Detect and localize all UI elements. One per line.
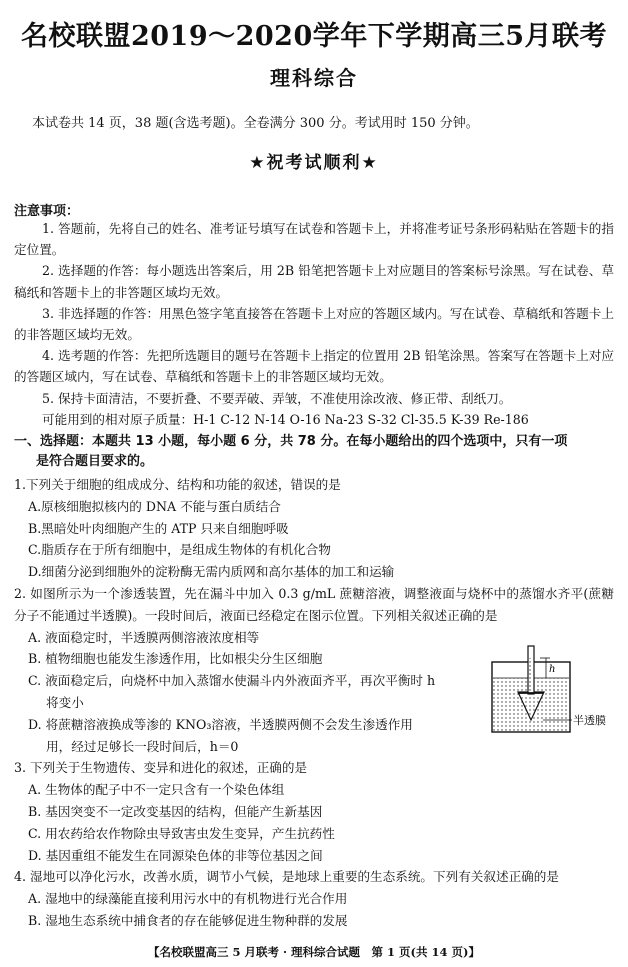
question-4-stem: 4. 湿地可以净化污水，改善水质，调节小气候，是地球上重要的生态系统。下列有关叙述正确的是 (14, 869, 559, 885)
exam-intro: 本试卷共 14 页，38 题(含选考题)。全卷满分 300 分。考试用时 150 分钟。 (32, 116, 479, 131)
notes-list (14, 218, 614, 430)
question-2-option-b: B. 植物细胞也能发生渗透作用，比如根尖分生区细胞 (28, 651, 323, 667)
question-2-stem: 2. 如图所示为一个渗透装置，先在漏斗中加入 0.3 g/mL 蔗糖溶液，调整液面与烧杯中的蒸馏水齐平(蔗糖分子不能通过半透膜)。一段时间后，液面已经稳定在图示位置。下列相关叙述正确的是 (14, 585, 614, 623)
height-label: h (549, 664, 556, 675)
membrane-label: 半透膜 (573, 714, 606, 727)
blessing-banner: ★祝考试顺利★ (249, 153, 379, 173)
section-heading-line2: 是符合题目要求的。 (36, 454, 154, 469)
osmosis-apparatus-figure (488, 644, 613, 736)
section-heading (14, 432, 614, 472)
question-3-option-b: B. 基因突变不一定改变基因的结构，但能产生新基因 (28, 803, 323, 819)
question-4-option-b: B. 湿地生态系统中捕食者的存在能够促进生物种群的发展 (28, 912, 348, 928)
note-item: 3. 非选择题的作答：用黑色签字笔直接答在答题卡上对应的答题区域内。写在试卷、草稿纸和答题卡上的非答题区域均无效。 (14, 305, 614, 343)
atomic-masses: 可能用到的相对原子质量：H-1 C-12 N-14 O-16 Na-23 S-32 Cl-35.5 K-39 Re-186 (42, 411, 529, 427)
question-3-option-c: C. 用农药给农作物除虫导致害虫发生变异，产生抗药性 (28, 825, 335, 841)
note-item: 2. 选择题的作答：每小题选出答案后，用 2B 铅笔把答题卡上对应题目的答案标号涂黑。写在试卷、草稿纸和答题卡上的非答题区域均无效。 (14, 263, 614, 300)
question-1-option-a: A.原核细胞拟核内的 DNA 不能与蛋白质结合 (28, 498, 281, 514)
section-heading-line1: 一、选择题：本题共 13 小题，每小题 6 分，共 78 分。在每小题给出的四个选项中，只有一项 (14, 434, 568, 449)
page-footer: 【名校联盟高三 5 月联考 · 理科综合试题 第 1 页(共 14 页)】 (148, 945, 480, 959)
question-1-stem: 1.下列关于细胞的组成成分、结构和功能的叙述，错误的是 (14, 477, 341, 492)
notes-title: 注意事项： (14, 204, 80, 219)
page-title: 名校联盟2019～2020学年下学期高三5月联考 (20, 21, 608, 52)
question-4-option-a: A. 湿地中的绿藻能直接利用污水中的有机物进行光合作用 (28, 891, 348, 907)
note-item: 1. 答题前，先将自己的姓名、准考证号填写在试卷和答题卡上，并将准考证号条形码粘贴在答题卡的指定位置。 (14, 221, 614, 258)
question-1-option-b: B.黑暗处叶肉细胞产生的 ATP 只来自细胞呼吸 (28, 520, 289, 536)
question-3-option-d: D. 基因重组不能发生在同源染色体的非等位基因之间 (28, 847, 323, 863)
note-item: 5. 保持卡面清洁，不要折叠、不要弄破、弄皱，不准使用涂改液、修正带、刮纸刀。 (42, 390, 512, 406)
question-1-option-c: C.脂质存在于所有细胞中，是组成生物体的有机化合物 (28, 542, 331, 558)
question-2-option-c: C. 液面稳定后，向烧杯中加入蒸馏水使漏斗内外液面齐平，再次平衡时 h (28, 673, 436, 689)
question-2-option-a: A. 液面稳定时，半透膜两侧溶液浓度相等 (28, 629, 260, 645)
question-1-option-d: D.细菌分泌到细胞外的淀粉酶无需内质网和高尔基体的加工和运输 (28, 564, 395, 580)
question-3-option-a: A. 生物体的配子中不一定只含有一个染色体组 (28, 782, 285, 798)
question-2-option-d-cont: 用，经过足够长一段时间后，h＝0 (46, 738, 239, 754)
question-3-stem: 3. 下列关于生物遗传、变异和进化的叙述，正确的是 (14, 760, 308, 776)
question-2-option-c-cont: 将变小 (46, 694, 84, 710)
page-subtitle: 理科综合 (270, 66, 358, 90)
note-item: 4. 选考题的作答：先把所选题目的题号在答题卡上指定的位置用 2B 铅笔涂黑。答案写在答题卡上对应的答题区域内，写在试卷、草稿纸和答题卡上的非答题区域均无效。 (14, 348, 614, 385)
question-2-option-d: D. 将蔗糖溶液换成等渗的 KNO₃溶液，半透膜两侧不会发生渗透作用 (28, 716, 413, 732)
